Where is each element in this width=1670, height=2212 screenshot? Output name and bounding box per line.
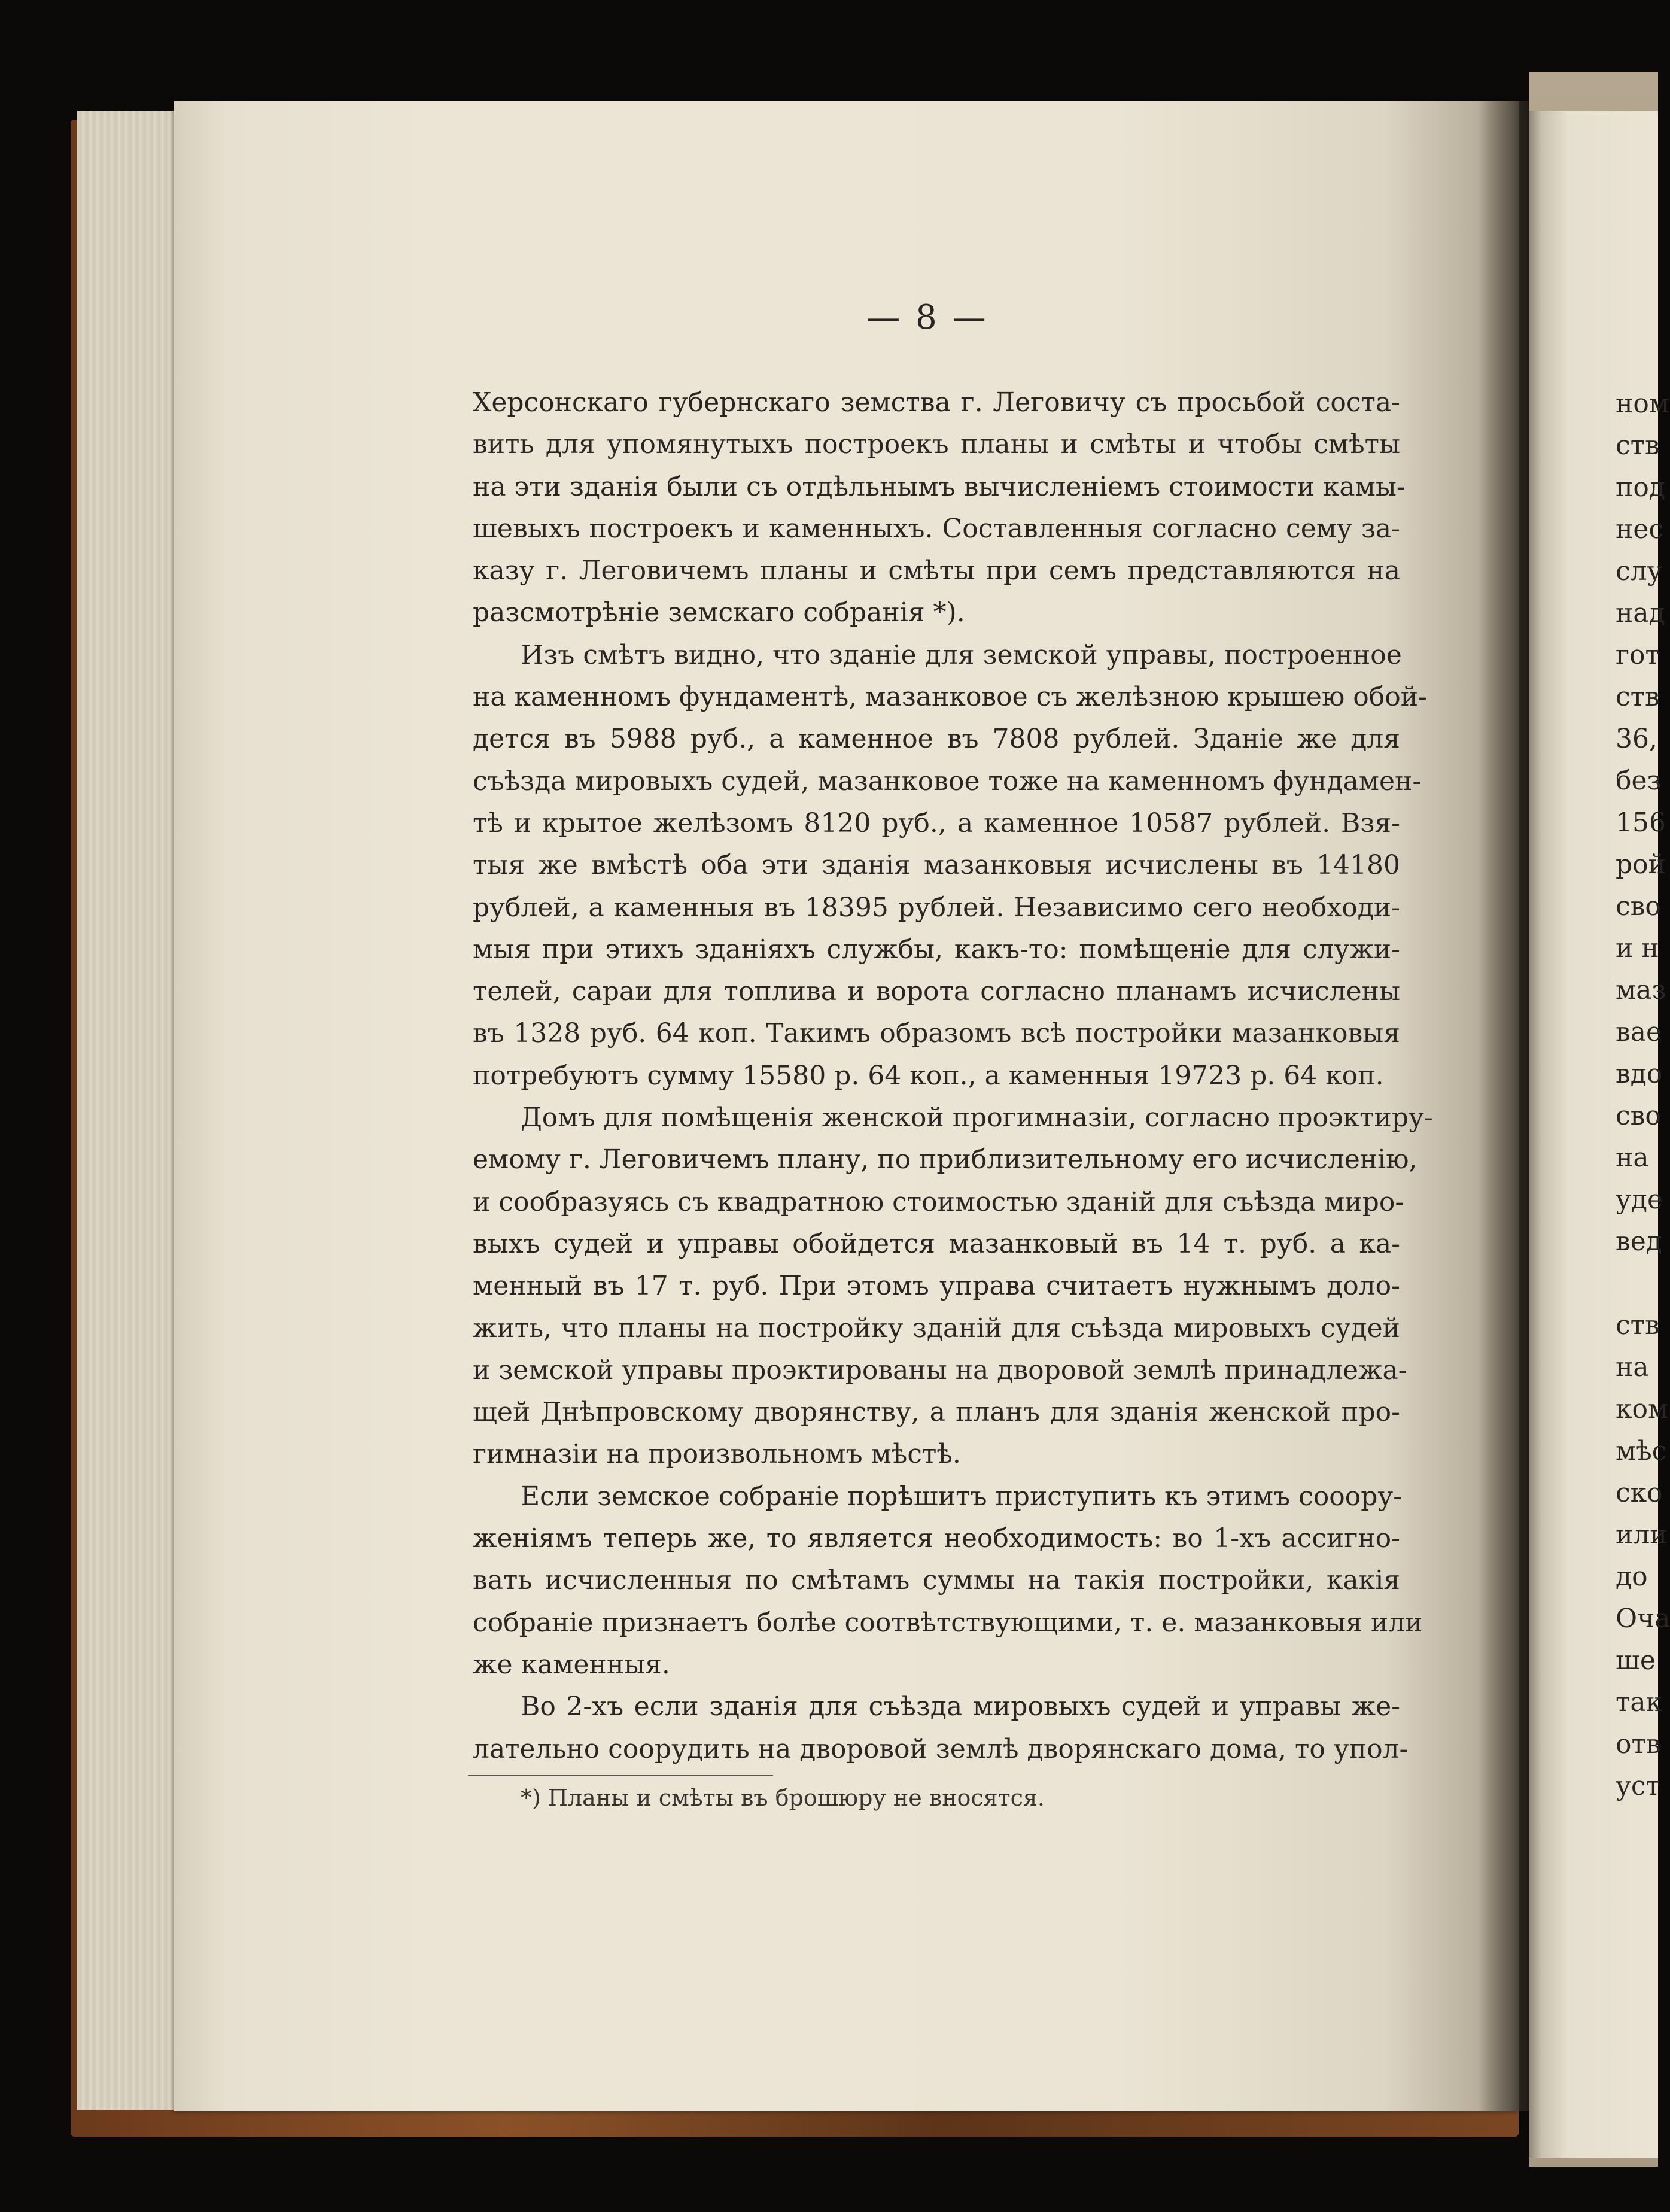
text-line: лательно соорудить на дворовой землѣ дворянскаго дома, то упол- [473,1733,1409,1764]
text-line: тыя же вмѣстѣ оба эти зданія мазанковыя исчислены въ 14180 [473,850,1400,881]
right-page-line: 36, [1616,724,1657,754]
text-line: потребуютъ сумму 15580 р. 64 коп., а каменныя 19723 р. 64 коп. [473,1060,1384,1091]
text-line: Если земское собраніе порѣшитъ приступить къ этимъ сооору- [521,1481,1403,1512]
right-page-line: мѣс [1616,1436,1667,1466]
book-gutter [1478,101,1532,2111]
text-line: на эти зданія были съ отдѣльнымъ вычисленіемъ стоимости камы- [473,471,1406,502]
text-line: Херсонскаго губернскаго земства г. Леговичу съ просьбой соста- [473,387,1400,418]
text-line: дется въ 5988 руб., а каменное въ 7808 рублей. Зданіе же для [473,724,1400,755]
text-line: менный въ 17 т. руб. При этомъ управа считаетъ нужнымъ доло- [473,1271,1400,1302]
right-page-line: ном [1616,388,1670,419]
right-page-line: гот [1616,640,1660,670]
right-page-line: сво [1616,1101,1661,1131]
text-line: разсмотрѣніе земскаго собранія *). [473,597,965,628]
right-page-line: уст [1616,1771,1660,1801]
footnote-divider [468,1775,773,1776]
text-line: собраніе признаетъ болѣе соотвѣтствующими, т. е. мазанковыя или [473,1607,1423,1638]
text-line: жить, что планы на постройку зданій для съѣзда мировыхъ судей [473,1312,1400,1344]
text-line: вать исчисленныя по смѣтамъ суммы на такія постройки, какія [473,1565,1400,1596]
right-page-line: ств [1616,430,1660,461]
text-line: щей Днѣпровскому дворянству, а планъ для зданія женской про- [473,1397,1400,1428]
text-line: же каменныя. [473,1649,670,1680]
text-line: Домъ для помѣщенія женской прогимназіи, согласно проэктиру- [521,1102,1433,1134]
text-line: шевыхъ построекъ и каменныхъ. Составленныя согласно сему за- [473,513,1400,544]
text-line: гимназіи на произвольномъ мѣстѣ. [473,1439,961,1470]
right-page-line: рой [1616,849,1666,880]
text-line: въ 1328 руб. 64 коп. Такимъ образомъ всѣ постройки мазанковыя [473,1018,1400,1049]
right-page-line: вдо [1616,1059,1663,1089]
page-number: — 8 — [866,298,988,337]
text-line: женіямъ теперь же, то является необходимость: во 1-хъ ассигно- [473,1523,1400,1554]
text-line: выхъ судей и управы обойдется мазанковый въ 14 т. руб. а ка- [473,1228,1400,1259]
text-line: съѣзда мировыхъ судей, мазанковое тоже на каменномъ фундамен- [473,765,1422,797]
text-line: Изъ смѣтъ видно, что зданіе для земской управы, построенное [521,639,1402,670]
right-page-line: ком [1616,1394,1669,1424]
footnote: *) Планы и смѣты въ брошюру не вносятся. [521,1785,1045,1811]
right-page-line: вае [1616,1017,1662,1047]
text-line: рублей, а каменныя въ 18395 рублей. Независимо сего необходи- [473,892,1400,923]
right-page-line: ско [1616,1478,1663,1508]
text-line: телей, сараи для топлива и ворота согласно планамъ исчислены [473,976,1400,1007]
right-page-line: без [1616,765,1662,796]
right-page-line: на [1616,1352,1649,1382]
page-body [473,382,1433,1770]
text-line: на каменномъ фундаментѣ, мазанковое съ желѣзною крышею обой- [473,682,1427,713]
right-page-line: слу [1616,556,1663,587]
text-line: тѣ и крытое желѣзомъ 8120 руб., а каменное 10587 рублей. Взя- [473,807,1400,838]
text-line: и сообразуясь съ квадратною стоимостью зданій для съѣзда миро- [473,1186,1404,1217]
right-page-text [1616,383,1670,1807]
text-line: вить для упомянутыхъ построекъ планы и смѣты и чтобы смѣты [473,429,1400,460]
right-page-line: ств [1616,1310,1660,1341]
text-line: и земской управы проэктированы на дворовой землѣ принадлежа- [473,1354,1407,1385]
right-page-line: уде [1616,1184,1663,1215]
text-line: Во 2-хъ если зданія для съѣзда мировыхъ судей и управы же- [521,1691,1400,1722]
right-page-line: до [1616,1561,1648,1592]
right-page-line: отв [1616,1729,1661,1760]
right-page-line: над [1616,598,1665,628]
text-line: емому г. Леговичемъ плану, по приблизительному его исчисленію, [473,1144,1417,1175]
right-page-line [1616,1263,1663,1305]
right-page-line: и н [1616,933,1659,964]
right-page-line: маз [1616,975,1666,1005]
right-page-line: сво [1616,891,1661,922]
right-page-line: 156 [1616,807,1666,838]
right-page-line: под [1616,472,1665,503]
right-page-line: так [1616,1687,1663,1718]
right-page-line: ств [1616,682,1660,712]
right-page-line: ше [1616,1645,1656,1676]
text-line: мыя при этихъ зданіяхъ службы, какъ-то: помѣщеніе для служи- [473,934,1400,965]
right-page-line: вед [1616,1226,1662,1257]
right-page-line: нес [1616,514,1664,545]
text-line: казу г. Леговичемъ планы и смѣты при семъ представляются на [473,555,1400,587]
right-page-line: на [1616,1143,1649,1173]
right-page-line: Оча [1616,1603,1670,1634]
right-page-line: или [1616,1520,1668,1550]
